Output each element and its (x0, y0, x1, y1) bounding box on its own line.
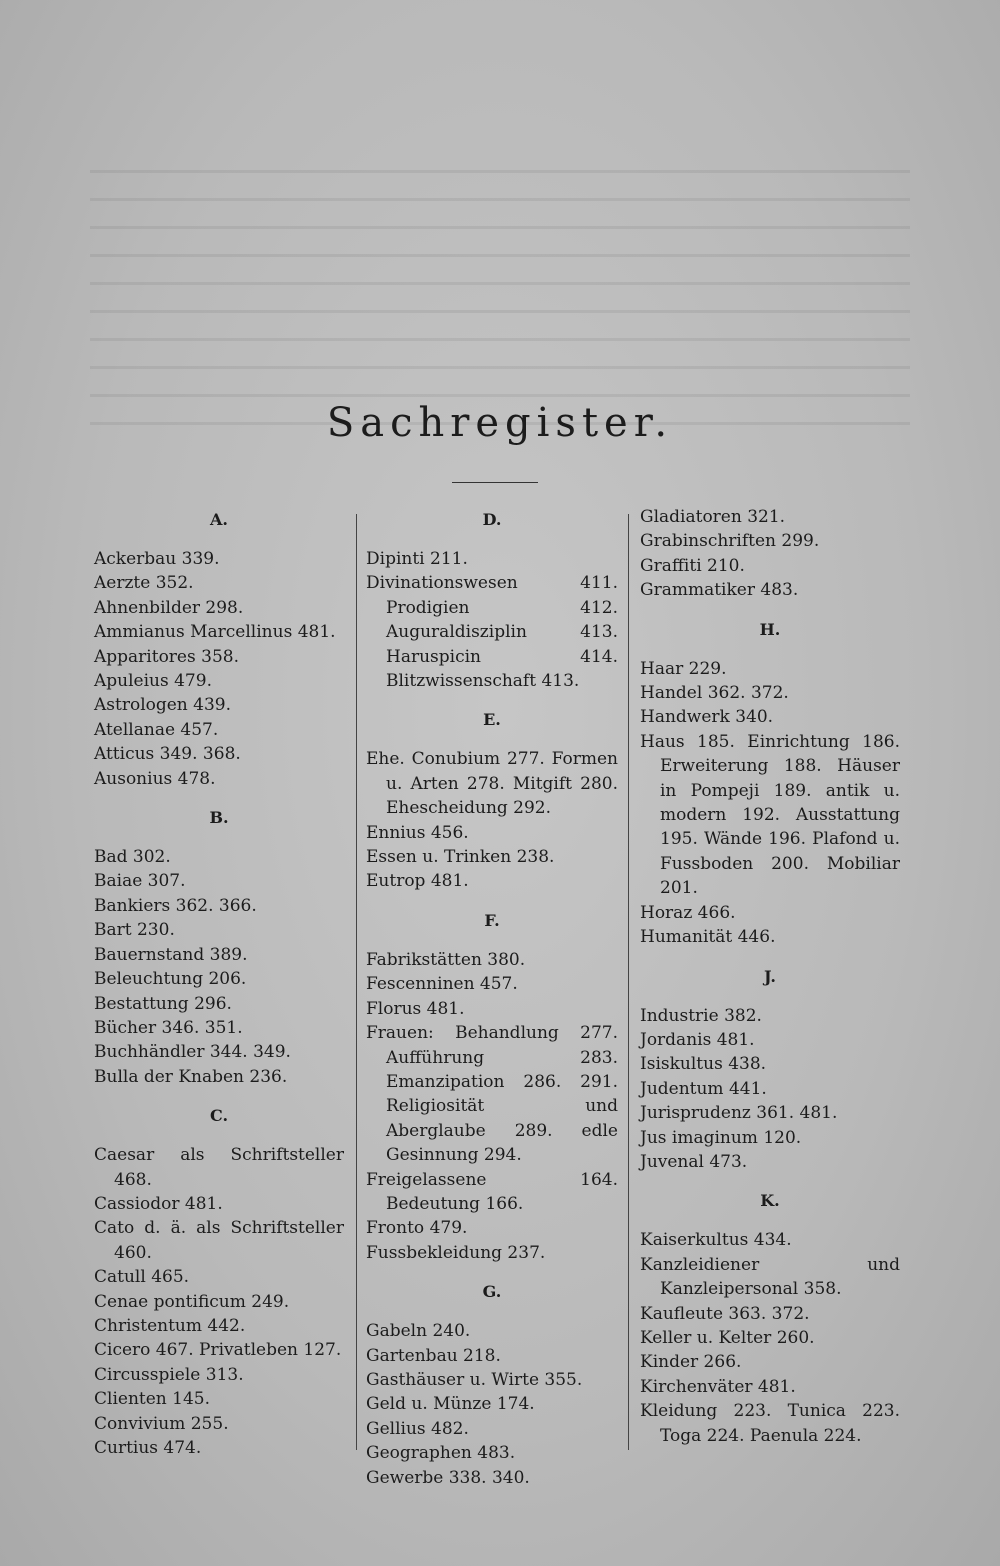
index-entry: Beleuchtung 206. (94, 969, 247, 990)
index-entry: Apparitores 358. (94, 646, 239, 667)
index-entry: Ehe. Conubium 277. Formen u. Arten 278. Mitgift 280. Ehescheidung 292. (366, 749, 618, 819)
index-entry: Humanität 446. (640, 927, 776, 948)
index-entry: Fescenninen 457. (366, 974, 518, 995)
index-entry: Graffiti 210. (640, 555, 745, 576)
index-entry: Essen u. Trinken 238. (366, 847, 555, 868)
index-entry: Fabrikstätten 380. (366, 949, 526, 970)
index-entry: Haar 229. (640, 658, 727, 679)
index-entry: Eutrop 481. (366, 871, 469, 892)
index-column-1 (94, 505, 344, 1460)
index-entry: Keller u. Kelter 260. (640, 1327, 815, 1348)
index-entry: Astrologen 439. (94, 695, 232, 716)
index-entry: Judentum 441. (640, 1078, 767, 1099)
index-entry: Kaiserkultus 434. (640, 1230, 792, 1251)
index-entry: Caesar als Schriftsteller 468. (94, 1145, 344, 1190)
index-entry: Geographen 483. (366, 1443, 516, 1464)
index-entry: Kleidung 223. Tunica 223. Toga 224. Paenula 224. (640, 1401, 900, 1446)
section-letter: J. (764, 966, 776, 986)
index-entry: Grammatiker 483. (640, 580, 799, 601)
section-letter: D. (482, 510, 502, 529)
index-entry: Ennius 456. (366, 822, 469, 843)
index-entry: Kirchenväter 481. (640, 1376, 796, 1397)
index-entry: Bücher 346. 351. (94, 1017, 243, 1038)
section-letter: E. (483, 710, 501, 730)
index-entry: Kinder 266. (640, 1352, 742, 1373)
index-entry: Cato d. ä. als Schriftsteller 460. (94, 1218, 344, 1263)
index-entry: Horaz 466. (640, 902, 736, 923)
index-entry: Fussbekleidung 237. (366, 1242, 546, 1263)
index-entry: Gartenbau 218. (366, 1345, 501, 1366)
index-entry: Jurisprudenz 361. 481. (640, 1103, 838, 1124)
index-entry: Kaufleute 363. 372. (640, 1303, 810, 1324)
index-entry: Aerzte 352. (94, 573, 194, 594)
index-entry: Circusspiele 313. (94, 1364, 244, 1385)
index-entry: Atellanae 457. (94, 719, 219, 740)
section-letter: H. (759, 619, 781, 639)
section-letter: B. (209, 808, 229, 828)
index-entry: Curtius 474. (94, 1438, 202, 1458)
index-entry: Ammianus Marcellinus 481. (94, 622, 336, 643)
index-column-3 (640, 505, 900, 1448)
index-entry: Bulla der Knaben 236. (94, 1066, 288, 1087)
section-letter: A. (210, 510, 228, 529)
section-letter: F. (484, 910, 500, 930)
index-entry: Bestattung 296. (94, 993, 232, 1014)
index-entry: Atticus 349. 368. (94, 744, 241, 765)
index-entry: Convivium 255. (94, 1413, 229, 1434)
index-entry: Gewerbe 338. 340. (366, 1467, 530, 1488)
show-through-text (90, 170, 910, 430)
index-entry: Ausonius 478. (94, 768, 216, 789)
index-entry: Bart 230. (94, 920, 175, 941)
index-entry: Handel 362. 372. (640, 683, 789, 704)
index-entry: Jordanis 481. (640, 1029, 755, 1050)
index-entry: Gellius 482. (366, 1418, 469, 1439)
index-entry: Buchhändler 344. 349. (94, 1042, 291, 1063)
index-entry: Kanzleidiener und Kanzleipersonal 358. (640, 1254, 900, 1300)
index-entry: Industrie 382. (640, 1005, 762, 1026)
column-divider (356, 514, 357, 1450)
index-entry: Bad 302. (94, 847, 171, 868)
index-entry: Jus imaginum 120. (640, 1127, 802, 1148)
index-entry: Freigelassene 164. Bedeutung 166. (366, 1169, 618, 1214)
index-entry: Gabeln 240. (366, 1321, 471, 1342)
index-entry: Baiae 307. (94, 871, 186, 892)
column-divider (628, 514, 629, 1450)
index-entry: Juvenal 473. (640, 1151, 748, 1172)
index-entry: Dipinti 211. (366, 549, 468, 569)
title-rule (452, 482, 538, 483)
index-entry: Gladiatoren 321. (640, 507, 786, 527)
index-entry: Florus 481. (366, 998, 465, 1019)
index-entry: Cicero 467. Privatleben 127. (94, 1340, 342, 1361)
index-column-2 (366, 505, 618, 1490)
index-entry: Divinationswesen 411. Prodigien 412. Auguraldisziplin 413. Haruspicin 414. Blitzwissenschaft 413. (366, 573, 618, 692)
index-entry: Handwerk 340. (640, 707, 774, 728)
index-entry: Bauernstand 389. (94, 944, 248, 965)
index-entry: Grabinschriften 299. (640, 531, 820, 552)
index-entry: Gasthäuser u. Wirte 355. (366, 1369, 583, 1390)
index-entry: Christentum 442. (94, 1315, 246, 1336)
index-entry: Ackerbau 339. (94, 549, 220, 569)
index-entry: Bankiers 362. 366. (94, 895, 257, 916)
section-letter: K. (760, 1191, 780, 1211)
index-entry: Isiskultus 438. (640, 1054, 767, 1075)
index-entry: Ahnenbilder 298. (94, 597, 244, 618)
index-entry: Cenae pontificum 249. (94, 1291, 290, 1312)
index-entry: Geld u. Münze 174. (366, 1394, 535, 1415)
index-entry: Catull 465. (94, 1267, 190, 1288)
page-title: Sachregister. (326, 400, 674, 446)
section-letter: G. (482, 1282, 502, 1302)
index-entry: Cassiodor 481. (94, 1193, 223, 1214)
index-entry: Frauen: Behandlung 277. Aufführung 283. Emanzipation 286. 291. Religiosität und Aberglaube 289. edle Gesinnung 294. (366, 1023, 618, 1166)
index-entry: Haus 185. Einrichtung 186. Erweiterung 188. Häuser in Pompeji 189. antik u. modern 192. Ausstattung 195. Wände 196. Plafond u. Fussboden 200. Mobiliar 201. (640, 731, 900, 899)
section-letter: C. (209, 1106, 229, 1126)
index-entry: Fronto 479. (366, 1218, 468, 1239)
index-entry: Clienten 145. (94, 1389, 210, 1410)
index-entry: Apuleius 479. (94, 671, 212, 692)
